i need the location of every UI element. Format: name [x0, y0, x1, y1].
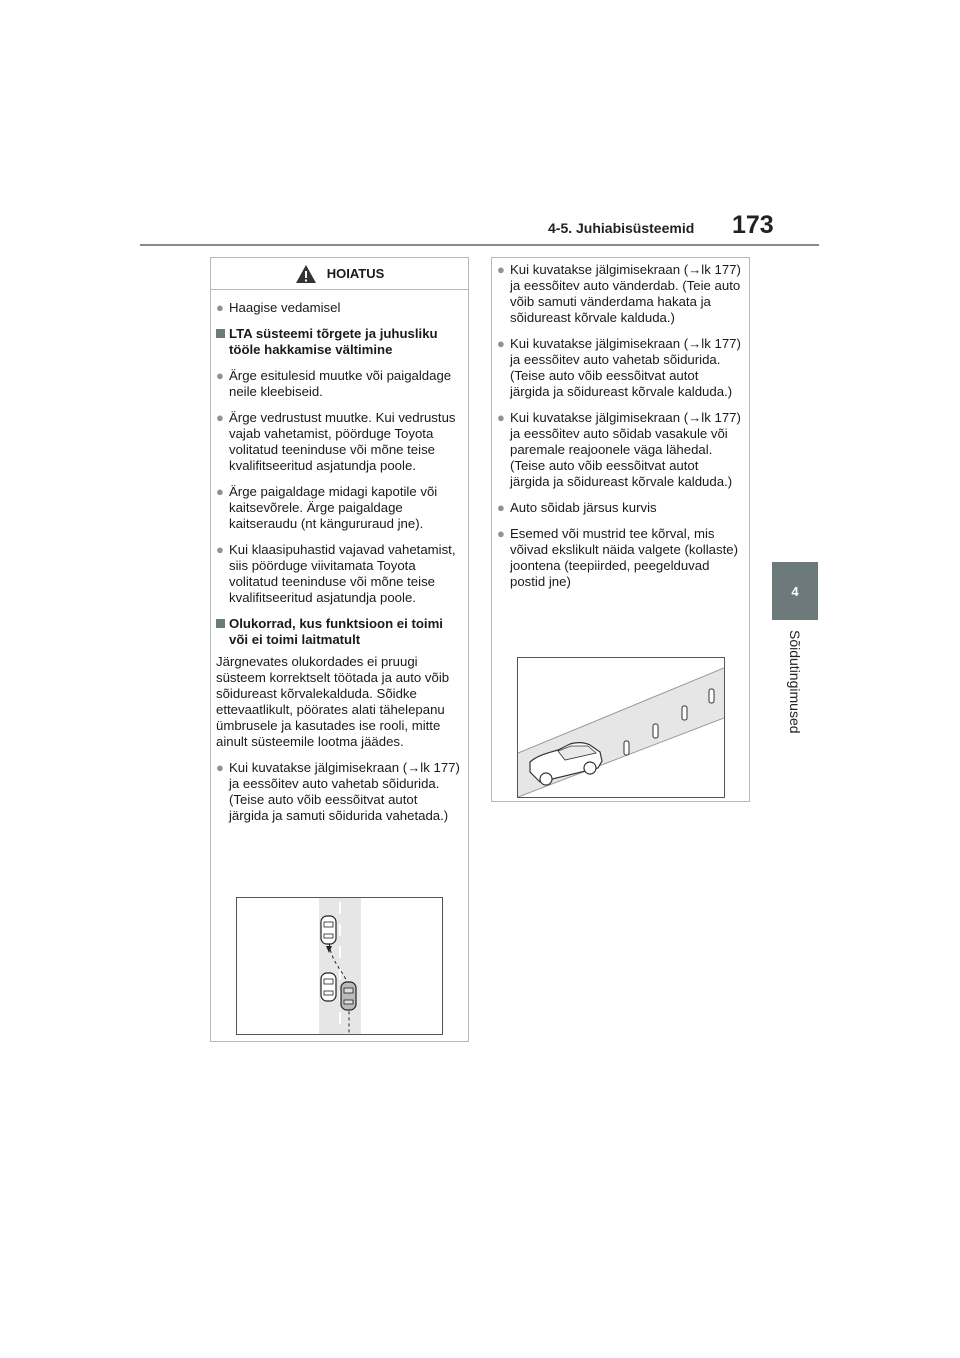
round-bullet-icon: ● [497, 526, 505, 541]
warning-list-item [216, 760, 460, 824]
item-text: Kui kuvatakse jälgimisekraan (→lk 177) ja eessõitev auto vahetab sõidurida. (Teise auto võib eessõitvat autot järgida ja samuti sõidurida vahetada.) [229, 760, 460, 823]
roadside-posts-drawing [518, 658, 724, 797]
square-bullet-icon [216, 616, 229, 648]
round-bullet-icon: ● [216, 368, 224, 383]
round-bullet-icon: ● [497, 336, 505, 351]
item-text: LTA süsteemi tõrgete ja juhusliku tööle hakkamise vältimine [229, 326, 438, 357]
warning-body-right [492, 258, 749, 590]
warning-list-item [216, 542, 460, 606]
warning-body-left [211, 300, 468, 824]
item-text: Ärge vedrustust muutke. Kui vedrustus vajab vahetamist, pöörduge Toyota volitatud teeninduse või mõne teise kvalifitseeritud asjatundja poole. [229, 410, 456, 473]
header-divider [140, 244, 819, 246]
warning-list-item [216, 300, 460, 316]
round-bullet-icon: ● [497, 262, 505, 277]
warning-list-item [216, 410, 460, 474]
item-text: Auto sõidab järsus kurvis [510, 500, 657, 515]
warning-list-item [497, 262, 741, 326]
round-bullet-icon: ● [216, 760, 224, 775]
chapter-title: Sõidutingimused [787, 630, 803, 734]
warning-list-item [497, 500, 741, 516]
page-number: 173 [732, 211, 774, 239]
item-text: Ärge esitulesid muutke või paigaldage neile kleebiseid. [229, 368, 452, 399]
chapter-number: 4 [791, 583, 799, 599]
square-bullet-icon [216, 326, 229, 358]
car-ahead-icon [321, 916, 336, 944]
round-bullet-icon: ● [216, 410, 224, 425]
item-text: Olukorrad, kus funktsioon ei toimi või ei toimi laitmatult [229, 616, 443, 647]
warning-list-item [216, 484, 460, 532]
roadside-posts-illustration [517, 657, 725, 798]
warning-triangle-icon [295, 264, 317, 284]
section-title: 4-5. Juhiabisüsteemid [548, 220, 695, 236]
item-text: Kui kuvatakse jälgimisekraan (→lk 177) ja eessõitev auto sõidab vasakule või paremale reajoonele väga lähedal. (Teise auto võib eessõitvat autot järgida ja sõidureast kõrvale kalduda.) [510, 410, 741, 489]
warning-subheading [216, 616, 460, 648]
item-text: Haagise vedamisel [229, 300, 341, 315]
warning-list-item [216, 368, 460, 400]
warning-paragraph: Järgnevates olukordades ei pruugi süsteem korrektselt töötada ja auto võib sõidureast kõrvalekalduda. Sõidke ettevaatlikult, pöörates alati tähelepanu ümbrusele ja kasutades ise rooli, mitte ainult süsteemile lootma jäädes. [216, 654, 450, 749]
round-bullet-icon: ● [497, 410, 505, 425]
lane-change-illustration [236, 897, 443, 1035]
round-bullet-icon: ● [216, 542, 224, 557]
warning-header [211, 258, 468, 290]
item-text: Kui klaasipuhastid vajavad vahetamist, siis pöörduge viivitamata Toyota volitatud teeninduse või mõne teise kvalifitseeritud asjatundja poole. [229, 542, 456, 605]
warning-subheading [216, 326, 460, 358]
warning-list-item [497, 526, 741, 590]
item-text: Kui kuvatakse jälgimisekraan (→lk 177) ja eessõitev auto vahetab sõidurida. (Teise auto võib eessõitvat autot järgida ja sõidureast kõrvale kalduda.) [510, 336, 741, 399]
item-text: Kui kuvatakse jälgimisekraan (→lk 177) ja eessõitev auto vänderdab. (Teie auto võib samuti vänderdama hakata ja sõidureast kõrvale kalduda.) [510, 262, 741, 325]
item-text: Ärge paigaldage midagi kapotile või kaitsevõrele. Ärge paigaldage kaitseraudu (nt kängururaud jne). [229, 484, 438, 531]
warning-title: HOIATUS [326, 266, 385, 281]
warning-list-item [497, 336, 741, 400]
round-bullet-icon: ● [216, 484, 224, 499]
warning-list-item [497, 410, 741, 490]
item-text: Esemed või mustrid tee kõrval, mis võivad ekslikult näida valgete (kollaste) joontena (teepiirded, peegelduvad postid jne) [510, 526, 738, 589]
round-bullet-icon: ● [497, 500, 505, 515]
round-bullet-icon: ● [216, 300, 224, 315]
lane-change-drawing [237, 898, 442, 1034]
own-car-icon [341, 982, 356, 1010]
car-middle-icon [321, 973, 336, 1001]
chapter-tab[interactable] [772, 562, 818, 620]
